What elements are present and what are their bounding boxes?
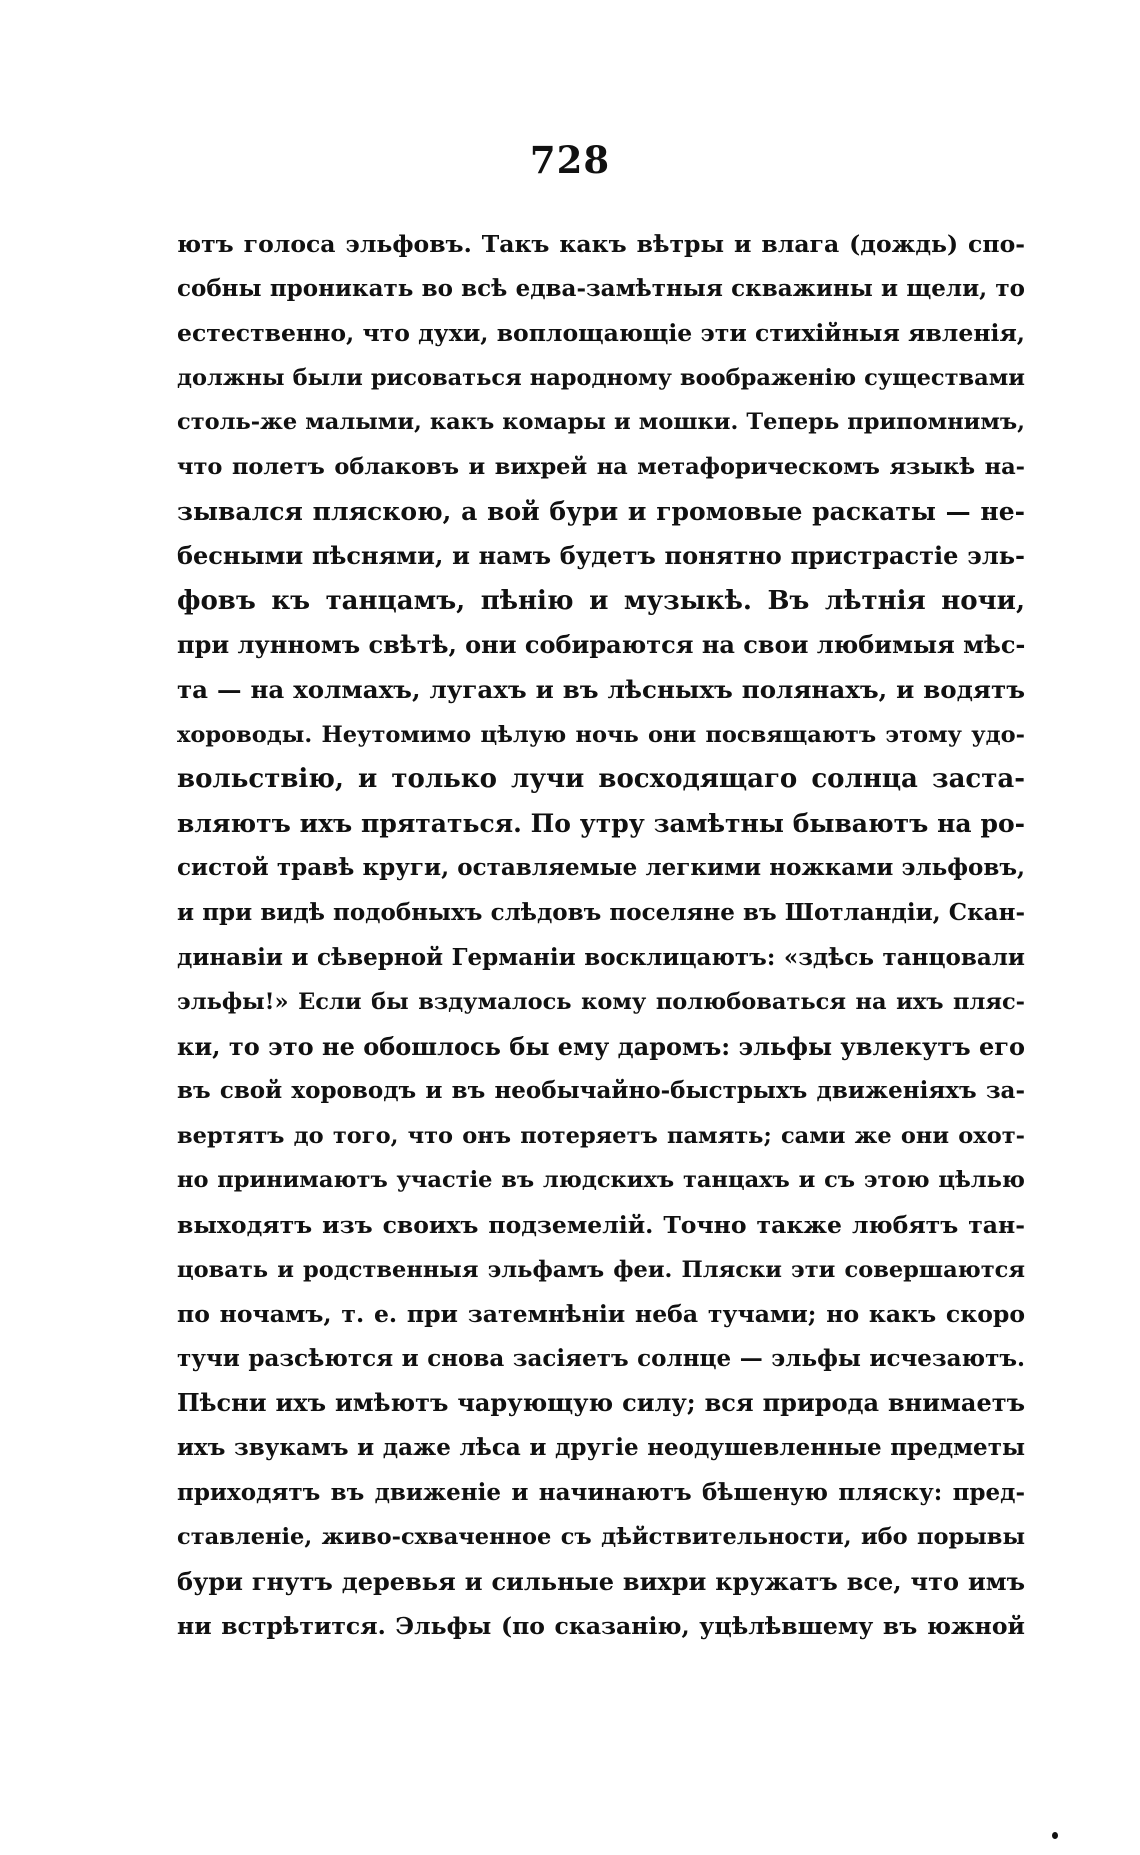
- text-line: ихъ звукамъ и даже лѣса и другіе неодушевленные предметы: [177, 1434, 1025, 1462]
- text-line: приходятъ въ движеніе и начинаютъ бѣшеную пляску: пред-: [177, 1478, 1025, 1506]
- text-line: вляютъ ихъ прятаться. По утру замѣтны бываютъ на ро-: [177, 808, 1025, 838]
- text-line: при лунномъ свѣтѣ, они собираются на свои любимыя мѣс-: [177, 630, 1026, 660]
- text-line: бесными пѣснями, и намъ будетъ понятно пристрастіе эль-: [177, 541, 1025, 571]
- text-line: ставленіе, живо-схваченное съ дѣйствительности, ибо порывы: [177, 1524, 1025, 1551]
- text-line: вертятъ до того, что онъ потеряетъ память; сами же они охот-: [177, 1122, 1025, 1149]
- text-line: ютъ голоса эльфовъ. Такъ какъ вѣтры и влага (дождь) спо-: [177, 230, 1025, 258]
- text-line: та — на холмахъ, лугахъ и въ лѣсныхъ полянахъ, и водятъ: [177, 674, 1025, 704]
- text-line: зывался пляскою, а вой бури и громовые раскаты — не-: [177, 496, 1025, 526]
- text-line: должны были рисоваться народному воображенію существами: [177, 364, 1025, 391]
- text-line: ки, то это не обошлось бы ему даромъ: эльфы увлекутъ его: [177, 1031, 1025, 1061]
- text-line: естественно, что духи, воплощающіе эти стихійныя явленія,: [177, 319, 1025, 348]
- text-line: тучи разсѣются и снова засіяетъ солнце — эльфы исчезаютъ.: [177, 1344, 1025, 1372]
- page-number: 728: [529, 138, 611, 182]
- ink-speck: [1052, 1832, 1058, 1839]
- text-line: хороводы. Неутомимо цѣлую ночь они посвящаютъ этому удо-: [177, 721, 1025, 748]
- text-line: цовать и родственныя эльфамъ феи. Пляски эти совершаются: [177, 1256, 1025, 1283]
- text-line: собны проникать во всѣ едва-замѣтныя скважины и щели, то: [177, 274, 1025, 302]
- text-line: но принимаютъ участіе въ людскихъ танцахъ и съ этою цѣлью: [177, 1167, 1025, 1194]
- text-line: въ свой хороводъ и въ необычайно-быстрыхъ движеніяхъ за-: [177, 1077, 1025, 1105]
- text-line: Пѣсни ихъ имѣютъ чарующую силу; вся природа внимаетъ: [177, 1388, 1025, 1418]
- text-line: столь-же малыми, какъ комары и мошки. Теперь припомнимъ,: [177, 409, 1025, 436]
- text-line: и при видѣ подобныхъ слѣдовъ поселяне въ Шотландіи, Скан-: [177, 898, 1025, 926]
- text-line: вольствію, и только лучи восходящаго солнца заста-: [177, 764, 1025, 795]
- text-line: бури гнутъ деревья и сильные вихри кружатъ все, что имъ: [177, 1566, 1025, 1596]
- text-line: эльфы!» Если бы вздумалось кому полюбоваться на ихъ пляс-: [177, 989, 1025, 1016]
- text-line: динавіи и сѣверной Германіи восклицаютъ: «здѣсь танцовали: [177, 943, 1025, 971]
- text-line: ни встрѣтится. Эльфы (по сказанію, уцѣлѣвшему въ южной: [177, 1612, 1025, 1641]
- text-line: по ночамъ, т. е. при затемнѣніи неба тучами; но какъ скоро: [177, 1300, 1025, 1329]
- body-text: [177, 222, 1025, 1649]
- text-line: систой травѣ круги, оставляемые легкими ножками эльфовъ,: [177, 854, 1025, 882]
- text-line: что полетъ облаковъ и вихрей на метафорическомъ языкѣ на-: [177, 453, 1025, 480]
- text-line: выходятъ изъ своихъ подземелій. Точно также любятъ тан-: [177, 1211, 1025, 1240]
- text-line: фовъ къ танцамъ, пѣнію и музыкѣ. Въ лѣтнія ночи,: [177, 585, 1025, 616]
